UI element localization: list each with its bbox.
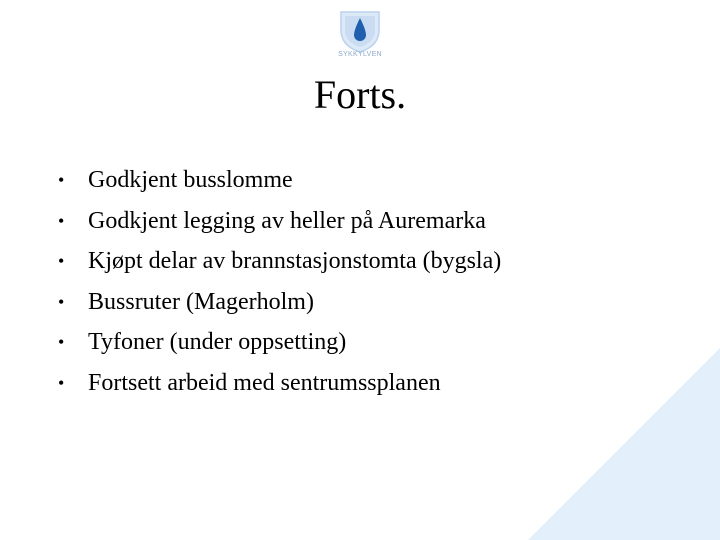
bullet-text: Godkjent busslomme xyxy=(88,167,293,193)
bullet-glyph: • xyxy=(58,291,65,312)
bullet-text: Godkjent legging av heller på Auremarka xyxy=(88,207,486,234)
bullet-glyph: • xyxy=(58,372,65,393)
bullet-item xyxy=(58,282,501,323)
bullet-text: Bussruter (Magerholm) xyxy=(88,288,314,315)
bullet-item xyxy=(58,241,501,282)
bullet-item xyxy=(58,160,501,201)
bullet-glyph: • xyxy=(58,170,65,190)
bullet-glyph: • xyxy=(58,251,65,271)
slide-title: Forts. xyxy=(313,72,407,117)
bullet-item xyxy=(58,322,501,363)
bullet-text: Kjøpt delar av brannstasjonstomta (bygsla) xyxy=(88,248,502,274)
bullet-item xyxy=(58,201,501,242)
bullet-item xyxy=(58,363,501,404)
bullet-glyph: • xyxy=(58,332,65,352)
bullet-text: Fortsett arbeid med sentrumssplanen xyxy=(88,369,441,396)
bullet-list xyxy=(58,160,501,403)
logo-name: SYKKYLVEN xyxy=(338,51,382,58)
corner-decoration-shape xyxy=(528,348,720,540)
bullet-text: Tyfoner (under oppsetting) xyxy=(88,329,347,355)
bullet-glyph: • xyxy=(58,210,65,231)
